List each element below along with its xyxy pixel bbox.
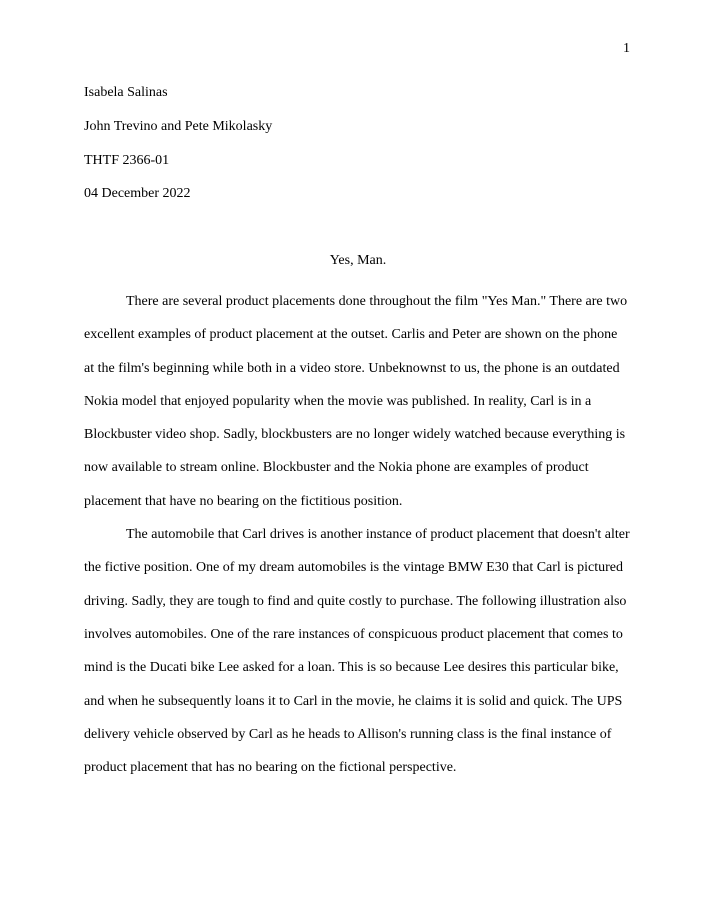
document-title: Yes, Man. <box>329 253 387 268</box>
paragraph-line: now available to stream online. Blockbuster and the Nokia phone are examples of product <box>84 460 589 476</box>
paragraph-1 <box>84 285 632 518</box>
course-code: THTF 2366-01 <box>84 152 170 168</box>
paragraph-line: There are several product placements done throughout the film "Yes Man." There are two <box>126 294 628 309</box>
page-number: 1 <box>623 41 630 56</box>
paragraph-line: The automobile that Carl drives is another instance of product placement that doesn't alter <box>126 527 630 543</box>
paragraph-line: driving. Sadly, they are tough to find and quite costly to purchase. The following illustration also <box>84 593 627 609</box>
author-name: Isabela Salinas <box>84 85 168 100</box>
paragraph-2 <box>84 518 632 784</box>
paragraph-line: delivery vehicle observed by Carl as he heads to Allison's running class is the final instance of <box>84 726 612 742</box>
document-date: 04 December 2022 <box>84 186 191 202</box>
instructor-names: John Trevino and Pete Mikolasky <box>84 118 273 134</box>
paragraph-line: excellent examples of product placement at the outset. Carlis and Peter are shown on the phone <box>84 327 618 343</box>
paragraph-line: the fictive position. One of my dream automobiles is the vintage BMW E30 that Carl is pictured <box>84 560 624 576</box>
paragraph-line: product placement that has no bearing on the fictional perspective. <box>84 760 457 776</box>
paragraph-line: placement that have no bearing on the fictitious position. <box>84 493 403 509</box>
paragraph-line: mind is the Ducati bike Lee asked for a loan. This is so because Lee desires this particular bike, <box>84 660 619 676</box>
paragraph-line: Nokia model that enjoyed popularity when the movie was published. In reality, Carl is in a <box>84 393 592 409</box>
paragraph-line: involves automobiles. One of the rare instances of conspicuous product placement that comes to <box>84 626 623 642</box>
document-body <box>84 285 632 784</box>
paragraph-line: at the film's beginning while both in a video store. Unbeknownst to us, the phone is an outdated <box>84 360 620 376</box>
paragraph-line: and when he subsequently loans it to Carl in the movie, he claims it is solid and quick. The UPS <box>84 693 623 709</box>
document-header <box>84 84 632 219</box>
paragraph-line: Blockbuster video shop. Sadly, blockbusters are no longer widely watched because everything is <box>84 427 626 443</box>
